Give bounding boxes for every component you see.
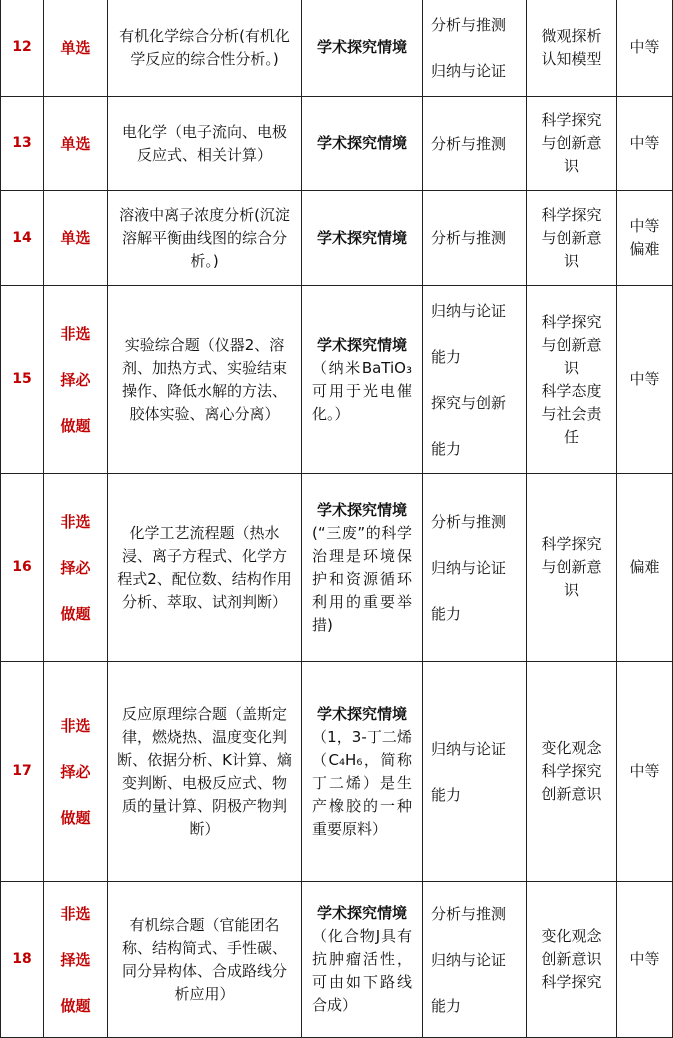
- question-type-line: 择必: [60, 370, 91, 389]
- ability-line: 分析与推测: [431, 512, 507, 531]
- question-number: 15: [1, 286, 44, 474]
- table-row: [1, 662, 673, 882]
- ability-line: 探究与创新: [431, 393, 507, 412]
- question-type: [44, 662, 108, 882]
- knowledge-content: 有机化学综合分析(有机化学反应的综合性分析。): [108, 0, 302, 97]
- literacy-line: 创新意识: [541, 950, 602, 968]
- question-type-line: 单选: [60, 229, 91, 247]
- question-number: 18: [1, 882, 44, 1038]
- ability-line: 分析与推测: [431, 15, 507, 34]
- question-type-line: 非选: [60, 512, 91, 531]
- difficulty-level: [617, 474, 673, 662]
- key-ability: [423, 882, 527, 1038]
- question-type: [44, 286, 108, 474]
- difficulty-line: 中等: [629, 217, 660, 235]
- difficulty-line: 偏难: [629, 558, 660, 576]
- key-ability: [423, 0, 527, 97]
- table-row: [1, 97, 673, 191]
- context-title: 学术探究情境: [316, 704, 407, 723]
- question-number: 13: [1, 97, 44, 191]
- situation-context: [302, 286, 423, 474]
- difficulty-line: 偏难: [629, 240, 660, 258]
- ability-line: 能力: [431, 347, 462, 366]
- difficulty-level: [617, 191, 673, 286]
- knowledge-content: 化学工艺流程题（热水浸、离子方程式、化学方程式2、配位数、结构作用分析、萃取、试剂判断）: [108, 474, 302, 662]
- core-literacy: [527, 0, 617, 97]
- question-number: 17: [1, 662, 44, 882]
- question-type-line: 择必: [60, 558, 91, 577]
- question-type-line: 做题: [60, 604, 91, 623]
- question-type-line: 非选: [60, 904, 91, 923]
- literacy-line: 变化观念: [541, 739, 602, 757]
- context-detail: （1，3-丁二烯（C₄H₆，简称丁二烯）是生产橡胶的一种重要原料）: [312, 727, 412, 838]
- core-literacy: [527, 286, 617, 474]
- knowledge-content: 实验综合题（仪器2、溶剂、加热方式、实验结束操作、降低水解的方法、胶体实验、离心分离）: [108, 286, 302, 474]
- table-row: [1, 191, 673, 286]
- table-row: [1, 0, 673, 97]
- question-number: 14: [1, 191, 44, 286]
- literacy-line: 科学探究与创新意识: [541, 312, 602, 377]
- difficulty-line: 中等: [629, 762, 660, 780]
- question-type-line: 非选: [60, 716, 91, 735]
- difficulty-level: [617, 286, 673, 474]
- question-type-line: 做题: [60, 808, 91, 827]
- difficulty-level: [617, 97, 673, 191]
- literacy-line: 创新意识: [541, 785, 602, 803]
- context-detail: （化合物J具有抗肿瘤活性，可由如下路线合成）: [312, 927, 412, 1014]
- difficulty-line: 中等: [629, 950, 660, 968]
- situation-context: [302, 0, 423, 97]
- knowledge-content: 反应原理综合题（盖斯定律，燃烧热、温度变化判断、依据分析、K计算、熵变判断、电极反应式、物质的量计算、阴极产物判断）: [108, 662, 302, 882]
- core-literacy: [527, 882, 617, 1038]
- context-title: 学术探究情境: [316, 500, 407, 519]
- question-type-line: 择必: [60, 762, 91, 781]
- core-literacy: [527, 662, 617, 882]
- ability-line: 分析与推测: [431, 134, 507, 153]
- question-type: [44, 474, 108, 662]
- ability-line: 归纳与论证: [431, 301, 507, 320]
- situation-context: [302, 191, 423, 286]
- difficulty-level: [617, 0, 673, 97]
- situation-context: [302, 662, 423, 882]
- table-body: [1, 0, 673, 1038]
- context-detail: （纳米BaTiO₃可用于光电催化。）: [312, 358, 412, 423]
- question-type: [44, 191, 108, 286]
- literacy-line: 科学探究: [541, 973, 602, 991]
- question-number: 12: [1, 0, 44, 97]
- question-type-line: 非选: [60, 324, 91, 343]
- question-type-line: 做题: [60, 416, 91, 435]
- core-literacy: [527, 191, 617, 286]
- literacy-line: 科学态度与社会责任: [541, 381, 602, 446]
- question-type: [44, 0, 108, 97]
- core-literacy: [527, 474, 617, 662]
- literacy-line: 科学探究与创新意识: [541, 205, 602, 270]
- question-type: [44, 97, 108, 191]
- key-ability: [423, 191, 527, 286]
- ability-line: 能力: [431, 785, 462, 804]
- ability-line: 归纳与论证: [431, 558, 507, 577]
- question-type-line: 单选: [60, 38, 91, 57]
- table-row: [1, 882, 673, 1038]
- ability-line: 能力: [431, 604, 462, 623]
- table-row: [1, 474, 673, 662]
- ability-line: 归纳与论证: [431, 950, 507, 969]
- literacy-line: 科学探究与创新意识: [541, 535, 602, 599]
- ability-line: 归纳与论证: [431, 739, 507, 758]
- literacy-line: 科学探究: [541, 762, 602, 780]
- table-row: [1, 286, 673, 474]
- context-title: 学术探究情境: [316, 38, 407, 56]
- knowledge-content: 溶液中离子浓度分析(沉淀溶解平衡曲线图的综合分析。): [108, 191, 302, 286]
- ability-line: 分析与推测: [431, 229, 507, 247]
- difficulty-level: [617, 662, 673, 882]
- context-title: 学术探究情境: [316, 335, 407, 354]
- key-ability: [423, 286, 527, 474]
- question-type-line: 单选: [60, 134, 91, 153]
- context-title: 学术探究情境: [316, 134, 407, 152]
- situation-context: [302, 97, 423, 191]
- key-ability: [423, 474, 527, 662]
- key-ability: [423, 97, 527, 191]
- core-literacy: [527, 97, 617, 191]
- question-type-line: 择选: [60, 950, 91, 969]
- question-type: [44, 882, 108, 1038]
- literacy-line: 变化观念: [541, 927, 602, 945]
- literacy-line: 微观探析: [541, 26, 602, 45]
- context-title: 学术探究情境: [316, 228, 407, 247]
- difficulty-line: 中等: [629, 134, 660, 152]
- knowledge-content: 有机综合题（官能团名称、结构简式、手性碳、同分异构体、合成路线分析应用）: [108, 882, 302, 1038]
- ability-line: 能力: [431, 439, 462, 458]
- literacy-line: 认知模型: [541, 49, 602, 68]
- situation-context: [302, 882, 423, 1038]
- difficulty-line: 中等: [629, 38, 660, 56]
- literacy-line: 科学探究与创新意识: [541, 111, 602, 175]
- context-detail: (“三废”的科学治理是环境保护和资源循环利用的重要举措): [312, 523, 412, 634]
- difficulty-line: 中等: [629, 370, 660, 388]
- difficulty-level: [617, 882, 673, 1038]
- question-type-line: 做题: [60, 996, 91, 1015]
- knowledge-content: 电化学（电子流向、电极反应式、相关计算）: [108, 97, 302, 191]
- situation-context: [302, 474, 423, 662]
- ability-line: 分析与推测: [431, 904, 507, 923]
- ability-line: 能力: [431, 996, 462, 1015]
- question-number: 16: [1, 474, 44, 662]
- ability-line: 归纳与论证: [431, 61, 507, 80]
- key-ability: [423, 662, 527, 882]
- context-title: 学术探究情境: [316, 904, 407, 922]
